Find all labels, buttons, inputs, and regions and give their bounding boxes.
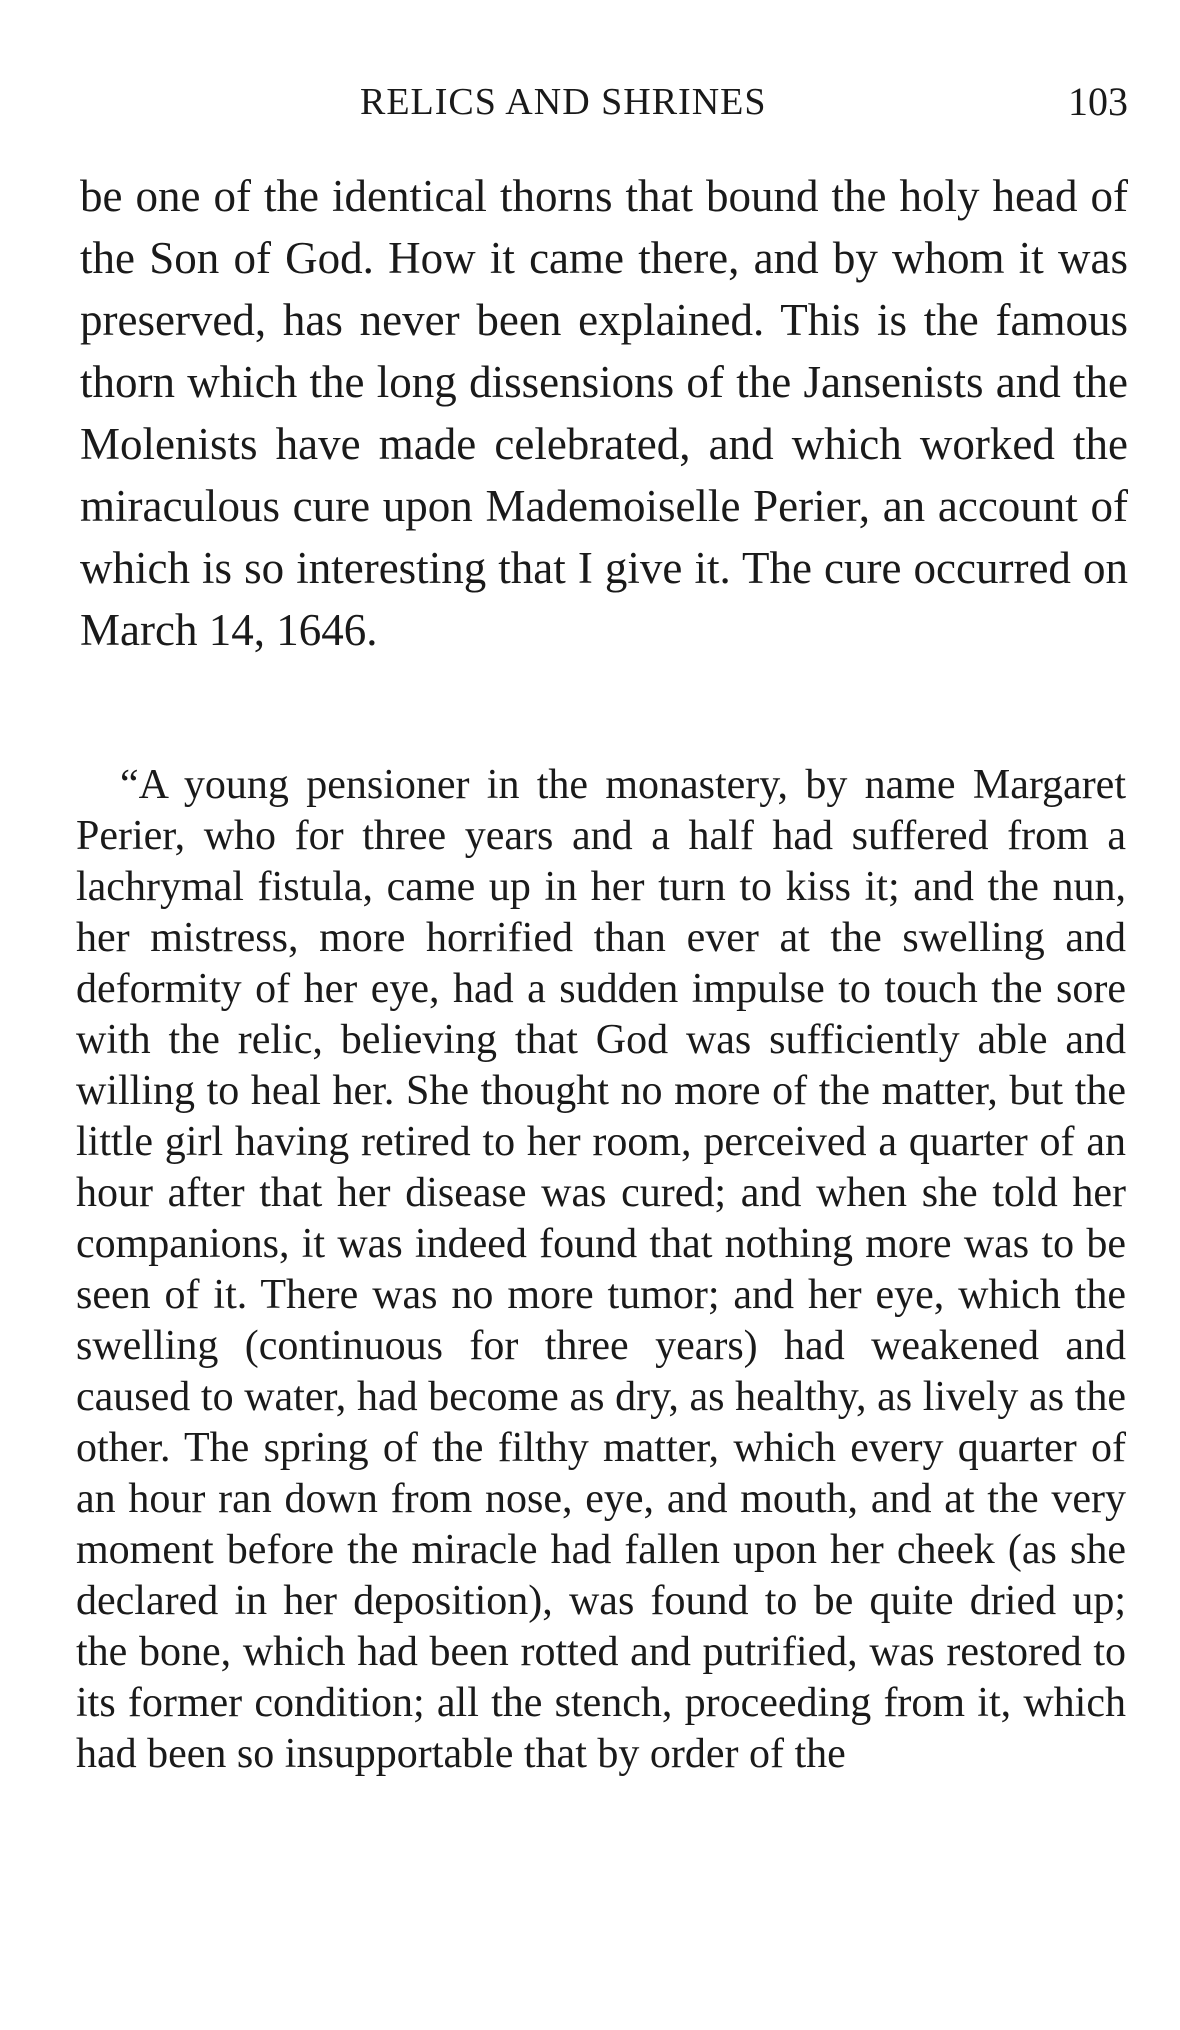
page-header	[80, 72, 1128, 132]
paragraph-2-quotation: “A young pensioner in the monastery, by name Margaret Perier, who for three years and a half had suffered from a lachrymal fistula, came up in her turn to kiss it; and the nun, her mistress, more horrified than ever at the swelling and deformity of her eye, had a sudden impulse to touch the sore with the relic, believing that God was sufficiently able and willing to heal her. She thought no more of the matter, but the little girl having retired to her room, perceived a quarter of an hour after that her disease was cured; and when she told her companions, it was indeed found that nothing more was to be seen of it. There was no more tumor; and her eye, which the swelling (continuous for three years) had weakened and caused to water, had become as dry, as healthy, as lively as the other. The spring of the filthy matter, which every quarter of an hour ran down from nose, eye, and mouth, and at the very moment before the miracle had fallen upon her cheek (as she declared in her deposition), was found to be quite dried up; the bone, which had been rotted and putrified, was restored to its former condition; all the stench, proceeding from it, which had been so insupportable that by order of the	[76, 762, 1126, 1777]
page-number: 103	[1068, 79, 1128, 124]
paragraph-1: be one of the identical thorns that bound the holy head of the Son of God. How it came there, and by whom it was preserved, has never been explained. This is the famous thorn which the long dissensions of the Jansenists and the Molenists have made celebrated, and which worked the miraculous cure upon Mademoiselle Perier, an account of which is so interesting that I give it. The cure occurred on March 14, 1646.	[80, 171, 1128, 655]
running-title: RELICS AND SHRINES	[360, 81, 767, 123]
